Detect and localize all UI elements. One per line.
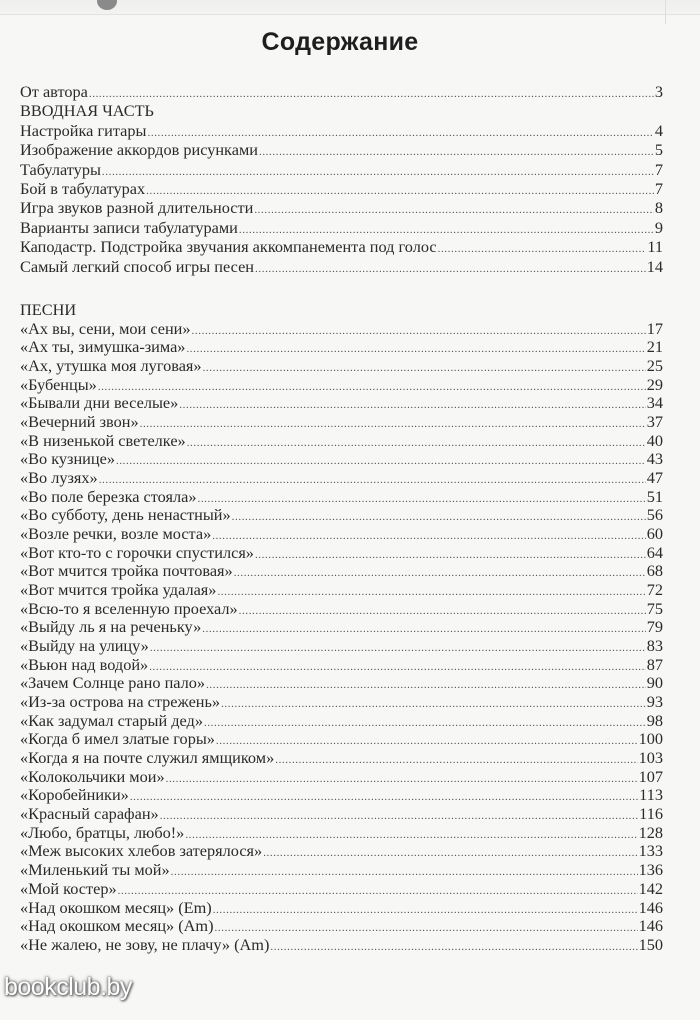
toc-entry[interactable] [20, 257, 663, 276]
toc-entry[interactable] [20, 469, 663, 488]
dot-leader [140, 415, 646, 432]
toc-entry[interactable] [20, 562, 663, 581]
toc-entry-page: 150 [638, 935, 663, 954]
toc-entry-label: «Ах, утушка моя луговая» [20, 357, 202, 376]
dot-leader [213, 901, 638, 918]
dot-leader [263, 844, 637, 861]
toc-entry-page: 25 [646, 357, 663, 376]
dot-leader [202, 620, 646, 637]
toc-entry[interactable] [20, 198, 663, 217]
toc-entry-label: Табулатуры [20, 159, 101, 179]
toc-entry[interactable] [20, 160, 663, 179]
toc-entry-label: Изображение аккордов рисунками [20, 140, 258, 160]
toc-entry-page: 37 [646, 413, 663, 432]
toc-entry-label: «Во лузях» [20, 469, 98, 488]
toc-entry-label: «Колокольчики мои» [20, 767, 165, 786]
dot-leader [187, 434, 646, 451]
section-heading-intro [20, 101, 663, 120]
toc-entry[interactable] [20, 525, 663, 544]
toc-entry-label: «Любо, братцы, любо!» [20, 823, 185, 842]
toc-entry-page: 9 [654, 217, 663, 237]
toc-entry[interactable] [20, 488, 663, 507]
toc-entry[interactable] [20, 140, 663, 159]
toc-entry-label: «Когда б имел златые горы» [20, 730, 215, 749]
toc-entry-label: «Вот мчится тройка почтовая» [20, 562, 233, 581]
toc-entry-page: 47 [646, 469, 663, 488]
dot-leader [232, 508, 646, 525]
toc-entry[interactable] [20, 413, 663, 432]
toc-entry-page: 107 [638, 767, 663, 786]
toc-entry[interactable] [20, 842, 663, 861]
toc-entry-page: 128 [638, 823, 663, 842]
toc-entry[interactable] [20, 394, 663, 413]
toc-entry[interactable] [20, 768, 663, 787]
toc-entry-label: «Из-за острова на стрежень» [20, 693, 221, 712]
section-heading-songs [20, 301, 663, 320]
toc-entry[interactable] [20, 218, 663, 237]
page-top-strip [0, 0, 700, 15]
toc-entry-label: «Ах вы, сени, мои сени» [20, 319, 191, 338]
toc-entry-label: «Мой костер» [20, 879, 117, 898]
dot-leader [98, 378, 646, 395]
toc-entry[interactable] [20, 786, 663, 805]
toc-entry-label: Варианты записи табулатурами [20, 217, 238, 237]
toc-entry[interactable] [20, 544, 663, 563]
toc-entry-page: 100 [638, 730, 663, 749]
toc-entry-label: «Зачем Солнце рано пало» [20, 674, 206, 693]
toc-entry-label: «Меж высоких хлебов затерялося» [20, 842, 263, 861]
dot-leader [160, 807, 638, 824]
toc-entry-label: «Во кузнице» [20, 450, 115, 469]
toc-entry[interactable] [20, 730, 663, 749]
dot-leader [217, 583, 645, 600]
toc-entry-label: «Не жалею, не зову, не плачу» (Am) [20, 935, 270, 954]
toc-entry-label: «Вечерний звон» [20, 413, 139, 432]
toc-entry-label: «Всю-то я вселенную проехал» [20, 599, 238, 618]
dot-leader [438, 240, 647, 256]
toc-entry-page: 4 [654, 120, 663, 140]
dot-leader [146, 182, 654, 198]
toc-entry[interactable] [20, 237, 663, 256]
dot-leader [118, 882, 638, 899]
toc-entry-label: Настройка гитары [20, 120, 147, 140]
dot-leader [130, 788, 638, 805]
watermark-logo: bookclub.by [4, 973, 132, 1001]
toc-entry-label: «Красный сарафан» [20, 805, 159, 824]
toc-entry-page: 146 [638, 917, 663, 936]
toc-entry[interactable] [20, 338, 663, 357]
toc-entry[interactable] [20, 749, 663, 768]
toc-entry-page: 133 [638, 842, 663, 861]
toc-entry-label: Каподастр. Подстройка звучания аккомпанемента под голос [20, 237, 437, 257]
dot-leader [259, 143, 654, 159]
toc-songs-section [20, 301, 663, 955]
toc-entry-label: «Бубенцы» [20, 375, 97, 394]
toc-entry[interactable] [20, 432, 663, 451]
toc-entry-label: «Выйду на улицу» [20, 637, 149, 656]
toc-entry[interactable] [20, 618, 663, 637]
hole-punch-mark [97, 0, 117, 10]
toc-entry[interactable] [20, 357, 663, 376]
toc-entry[interactable] [20, 450, 663, 469]
toc-entry-page: 3 [654, 82, 663, 101]
toc-entry[interactable] [20, 674, 663, 693]
toc-entry-label: Бой в табулатурах [20, 178, 146, 198]
toc-entry-page: 56 [646, 506, 663, 525]
toc-entry-page: 75 [646, 599, 663, 618]
toc-entry-page: 90 [646, 674, 663, 693]
toc-entry-page: 72 [646, 581, 663, 600]
dot-leader [185, 826, 637, 843]
toc-entry[interactable] [20, 637, 663, 656]
dot-leader [192, 322, 646, 339]
toc-entry-page: 29 [646, 375, 663, 394]
toc-entry[interactable] [20, 805, 663, 824]
dot-leader [216, 732, 638, 749]
toc-entry-page: 11 [647, 237, 663, 257]
toc-entry-label: «В низенькой светелке» [20, 431, 186, 450]
toc-entry[interactable] [20, 936, 663, 955]
dot-leader [166, 770, 638, 787]
toc-entry-page: 142 [638, 879, 663, 898]
section-heading-label: ПЕСНИ [20, 301, 77, 319]
dot-leader [203, 359, 646, 376]
toc-entry-page: 7 [654, 159, 663, 179]
toc-entry[interactable] [20, 179, 663, 198]
dot-leader [179, 396, 645, 413]
toc-entry[interactable] [20, 899, 663, 918]
toc-entry-page: 68 [646, 562, 663, 581]
toc-entry-page: 93 [646, 693, 663, 712]
toc-entry-label: «Над окошком месяц» (Am) [20, 917, 214, 936]
toc-entry-page: 79 [646, 618, 663, 637]
toc-entry-label: «Миленький ты мой» [20, 861, 170, 880]
toc-entry-page: 113 [639, 786, 663, 805]
toc-entry-label: «Как задумал старый дед» [20, 711, 203, 730]
dot-leader [150, 639, 646, 656]
toc-entry[interactable] [20, 376, 663, 395]
dot-leader [204, 714, 646, 731]
toc-entry-page: 40 [646, 431, 663, 450]
toc-entry-label: «Возле речки, возле моста» [20, 525, 212, 544]
toc-entry-label: «Коробейники» [20, 786, 129, 805]
toc-entry[interactable] [20, 693, 663, 712]
toc-entry-label: «Когда я на почте служил ямщиком» [20, 749, 275, 768]
dot-leader [149, 658, 646, 675]
toc-entry-page: 43 [646, 450, 663, 469]
toc-entry-label: «Над окошком месяц» (Em) [20, 898, 212, 917]
toc-entry-label: Игра звуков разной длительности [20, 198, 254, 218]
toc-entry[interactable] [20, 320, 663, 339]
toc-entry-label: «Во поле березка стояла» [20, 487, 197, 506]
toc-entry[interactable] [20, 880, 663, 899]
toc-entry-page: 60 [646, 525, 663, 544]
dot-leader [234, 564, 646, 581]
toc-entry-page: 8 [654, 198, 663, 218]
toc-entry-page: 116 [639, 805, 663, 824]
dot-leader [255, 546, 646, 563]
toc-intro-section [20, 82, 663, 276]
toc-entry-page: 17 [646, 319, 663, 338]
toc-entry-page: 5 [654, 140, 663, 160]
toc-entry-page: 34 [646, 394, 663, 413]
toc-entry-page: 98 [646, 711, 663, 730]
toc-entry-page: 14 [646, 256, 663, 276]
dot-leader [102, 163, 654, 179]
toc-entry-label: «Во субботу, день ненастный» [20, 506, 231, 525]
dot-leader [275, 751, 637, 768]
toc-entry-page: 51 [646, 487, 663, 506]
dot-leader [197, 490, 645, 507]
dot-leader [116, 452, 646, 469]
dot-leader [99, 471, 646, 488]
dot-leader [171, 863, 638, 880]
toc-entry-page: 103 [638, 749, 663, 768]
toc-entry-label: «Вот кто-то с горочки спустился» [20, 543, 254, 562]
toc-entry[interactable] [20, 581, 663, 600]
dot-leader [254, 201, 654, 217]
dot-leader [148, 124, 654, 140]
toc-entry-label: «Вьюн над водой» [20, 655, 149, 674]
toc-entry-page: 83 [646, 637, 663, 656]
dot-leader [270, 938, 637, 955]
toc-entry[interactable] [20, 121, 663, 140]
page-edge-line [665, 0, 666, 24]
toc-entry-page: 87 [646, 655, 663, 674]
toc-entry[interactable] [20, 824, 663, 843]
toc-entry[interactable] [20, 861, 663, 880]
toc-entry[interactable] [20, 600, 663, 619]
toc-entry-label: От автора [20, 82, 88, 101]
section-heading-label: ВВОДНАЯ ЧАСТЬ [20, 101, 154, 121]
toc-entry-label: «Ах ты, зимушка-зима» [20, 338, 186, 357]
dot-leader [239, 602, 646, 619]
toc-entry[interactable] [20, 917, 663, 936]
dot-leader [186, 340, 645, 357]
toc-entry-page: 64 [646, 543, 663, 562]
toc-entry[interactable] [20, 82, 663, 101]
dot-leader [215, 919, 638, 936]
toc-entry-page: 7 [654, 178, 663, 198]
toc-entry-label: «Бывали дни веселые» [20, 394, 179, 413]
toc-entry-label: «Выйду ль я на реченьку» [20, 618, 202, 637]
toc-entry-page: 21 [646, 338, 663, 357]
toc-entry-label: «Вот мчится тройка удалая» [20, 581, 217, 600]
toc-entry[interactable] [20, 506, 663, 525]
dot-leader [255, 260, 646, 276]
toc-entry[interactable] [20, 712, 663, 731]
dot-leader [206, 676, 646, 693]
dot-leader [212, 527, 645, 544]
toc-entry[interactable] [20, 656, 663, 675]
toc-entry-page: 146 [638, 898, 663, 917]
dot-leader [89, 85, 654, 101]
page-title: Содержание [261, 28, 419, 56]
dot-leader [221, 695, 646, 712]
dot-leader [239, 221, 654, 237]
toc-entry-page: 136 [638, 861, 663, 880]
toc-entry-label: Самый легкий способ игры песен [20, 256, 255, 276]
